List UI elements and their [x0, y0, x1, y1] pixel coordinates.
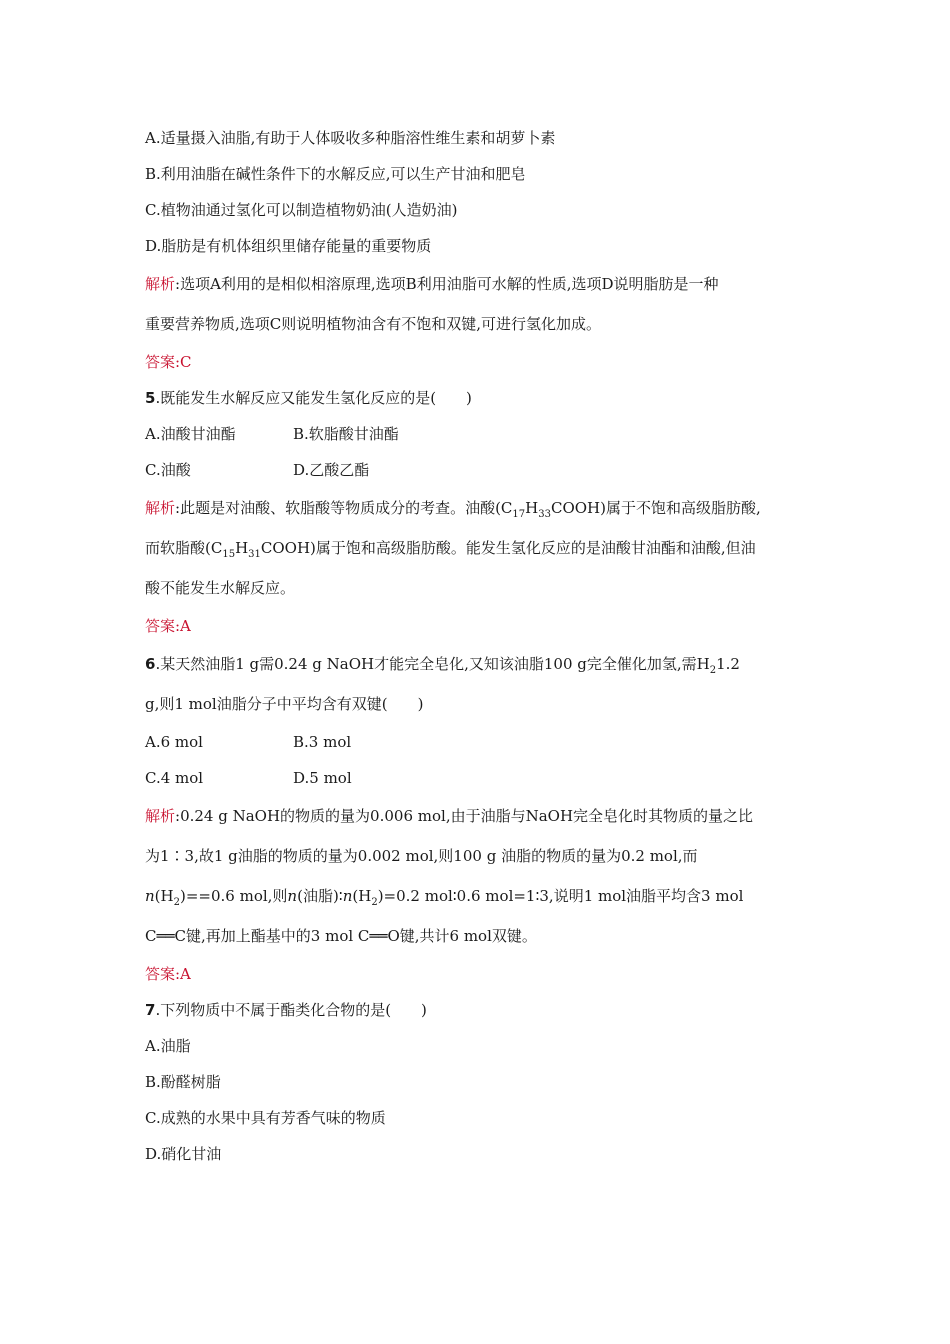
q6-options-row-2 [145, 760, 810, 796]
q4-option-a: A.适量摄入油脂,有助于人体吸收多种脂溶性维生素和胡萝卜素 [145, 129, 556, 147]
q6-options-row-1 [145, 724, 810, 760]
q5-option-c: C.油酸 [145, 461, 191, 479]
q6-analysis-label: 解析 [145, 807, 176, 825]
q6-option-a: A.6 mol [145, 733, 203, 751]
q5-analysis-line-3: 酸不能发生水解反应。 [145, 579, 296, 597]
q6-option-c: C.4 mol [145, 769, 204, 787]
q5-answer: 答案:A [145, 617, 191, 635]
q5-number: 5 [145, 389, 156, 407]
q5-option-b: B.软脂酸甘油酯 [293, 425, 399, 443]
q6-analysis-line-4: C══C键,再加上酯基中的3 mol C══O键,共计6 mol双键。 [145, 927, 537, 945]
q6-answer: 答案:A [145, 965, 191, 983]
q5-option-d: D.乙酸乙酯 [293, 461, 370, 479]
q5-options-row-2 [145, 452, 810, 488]
q4-analysis-line-2: 重要营养物质,选项C则说明植物油含有不饱和双键,可进行氢化加成。 [145, 315, 602, 333]
q4-option-d: D.脂肪是有机体组织里储存能量的重要物质 [145, 237, 432, 255]
q5-analysis-line-1: 解析:此题是对油酸、软脂酸等物质成分的考查。油酸$(C_{17}H_{33}COOH)$属于不饱和高级脂肪酸, [145, 499, 761, 520]
q6-option-b: B.3 mol [293, 733, 352, 751]
q7-option-d: D.硝化甘油 [145, 1145, 222, 1163]
q6-stem-line-1: 6.某天然油脂1 g需0.24 g NaOH才能完全皂化,又知该油脂100 g完全催化加氢,需$H_21.2$ [145, 655, 740, 676]
q7-option-a: A.油脂 [145, 1037, 191, 1055]
q4-answer: 答案:C [145, 353, 192, 371]
q6-analysis-line-3: $n(H_2)==0.6$ mol,则n(油脂)$∶n(H_2)=0.2$ mol∶0.6 mol=1∶3,说明1 mol油脂平均含3 mol [145, 887, 744, 908]
q6-analysis-line-2: 为1∶3,故1 g油脂的物质的量为0.002 mol,则100 g 油脂的物质的量为0.2 mol,而 [145, 847, 698, 865]
q5-options-row-1 [145, 416, 810, 452]
q4-analysis-line-1: 解析:选项A利用的是相似相溶原理,选项B利用油脂可水解的性质,选项D说明脂肪是一种 [145, 275, 719, 293]
q6-number: 6 [145, 655, 156, 673]
q6-stem-line-2: g,则1 mol油脂分子中平均含有双键( ) [145, 695, 424, 713]
q5-option-a: A.油酸甘油酯 [145, 425, 236, 443]
q4-analysis-label: 解析 [145, 275, 176, 293]
q7-stem: 7.下列物质中不属于酯类化合物的是( ) [145, 1001, 427, 1019]
q5-analysis-line-2: 而软脂酸$(C_{15}H_{31}COOH)$属于饱和高级脂肪酸。能发生氢化反应的是油酸甘油酯和油酸,但油 [145, 539, 756, 560]
q4-option-c: C.植物油通过氢化可以制造植物奶油(人造奶油) [145, 201, 458, 219]
q6-analysis-line-1: 解析:0.24 g NaOH的物质的量为0.006 mol,由于油脂与NaOH完全皂化时其物质的量之比 [145, 807, 754, 825]
document-page [145, 120, 810, 1172]
q6-option-d: D.5 mol [293, 769, 352, 787]
q7-option-b: B.酚醛树脂 [145, 1073, 221, 1091]
q7-number: 7 [145, 1001, 156, 1019]
q5-analysis-label: 解析 [145, 499, 176, 517]
q4-option-b: B.利用油脂在碱性条件下的水解反应,可以生产甘油和肥皂 [145, 165, 526, 183]
q7-option-c: C.成熟的水果中具有芳香气味的物质 [145, 1109, 386, 1127]
q5-stem: 5.既能发生水解反应又能发生氢化反应的是( ) [145, 389, 472, 407]
